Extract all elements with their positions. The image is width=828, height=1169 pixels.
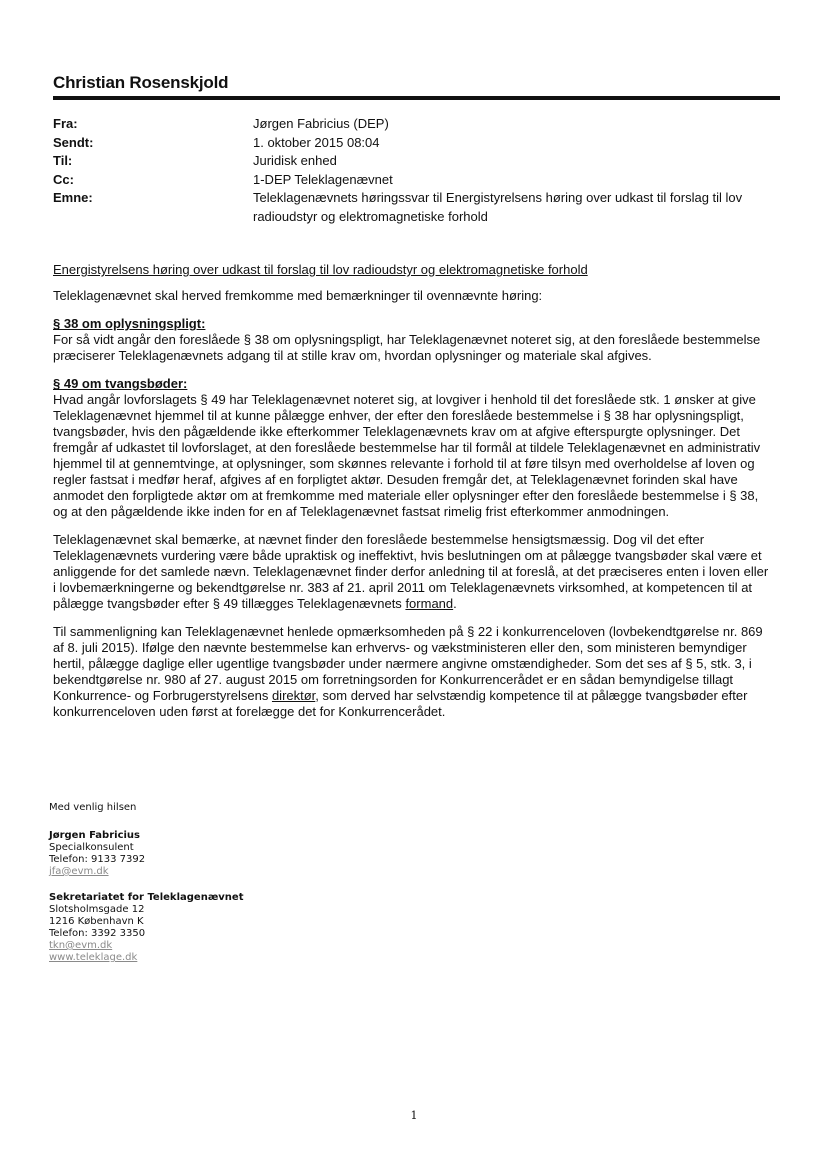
comparison-text: Til sammenligning kan Teleklagenævnet henlede opmærksomheden på § 22 i konkurrenceloven (lovbekendtgørelse nr. 869 af 8. juli 2015). Ifølge den nævnte bestemmelse kan erhvervs- og vækstministeren eller den, som ministeren bemyndiger hertil, pålægge daglige eller ugentlige tvangsbøder under nærmere angivne omstændigheder. Som det ses af § 5, stk. 3, i bekendtgørelse nr. 980 af 27. august 2015 om forretningsorden for Konkurrencerådet er en sådan bemyndigelse tillagt Konkurrence- og Forbrugerstyrelsens — [53, 624, 763, 703]
website-link[interactable]: www.teleklage.dk — [49, 952, 138, 963]
cc-value: 1-DEP Teleklagenævnet — [253, 171, 393, 187]
signer-email-link[interactable]: jfa@evm.dk — [49, 866, 109, 877]
section-38-title: § 38 om oplysningspligt: — [53, 316, 206, 331]
to-label: Til: — [53, 153, 73, 168]
org-address-city: 1216 København K — [49, 916, 144, 927]
remark-paragraph — [53, 532, 773, 612]
section-38-paragraph: For så vidt angår den foreslåede § 38 om oplysningspligt, har Teleklagenævnet noteret sig, at den foreslåede bestemmelse præciserer Teleklagenævnets adgang til at stille krav om, hvordan oplysninger og materiale skal afgives. — [53, 332, 761, 363]
remark-text: Teleklagenævnet skal bemærke, at nævnet finder den foreslåede bestemmelse hensigtsmæssig. Dog vil det efter Teleklagenævnets vurdering være både upraktisk og ineffektivt, hvis beslutningen om at pålægge tvangsbøder skal være et anliggende for det samlede nævn. Teleklagenævnet finder derfor anledning til at foreslå, at det præciseres enten i loven eller i lovbemærkningerne og bekendtgørelse nr. 383 af 21. april 2011 om Teleklagenævnets virksomhed, at kompetencen til at pålægge tvangsbøder efter § 49 tillægges Teleklagenævnets — [53, 532, 769, 611]
org-email-link[interactable]: tkn@evm.dk — [49, 940, 113, 951]
signature-block — [49, 802, 244, 964]
org-address-street: Slotsholmsgade 12 — [49, 904, 145, 915]
signer-phone: Telefon: 9133 7392 — [49, 854, 146, 865]
signature-spacer-2 — [49, 878, 244, 892]
from-label: Fra: — [53, 116, 78, 131]
signature-spacer — [49, 814, 244, 830]
page-number: 1 — [410, 1109, 418, 1122]
direktor-word: direktør — [271, 688, 316, 703]
body-subject-line: Energistyrelsens høring over udkast til forslag til lov radioudstyr og elektromagnetiske forhold — [53, 262, 588, 277]
header-row-cc — [53, 171, 773, 190]
intro-paragraph: Teleklagenævnet skal herved fremkomme med bemærkninger til ovennævnte høring: — [53, 288, 543, 303]
from-value: Jørgen Fabricius (DEP) — [253, 116, 389, 131]
subject-label: Emne: — [53, 190, 93, 205]
signer-title: Specialkonsulent — [49, 842, 134, 853]
section-49-title: § 49 om tvangsbøder: — [53, 376, 188, 391]
header-row-sent — [53, 134, 773, 153]
comparison-paragraph — [53, 624, 773, 720]
remark-end: . — [453, 596, 457, 611]
mailbox-owner-name: Christian Rosenskjold — [53, 73, 229, 92]
header-row-subject — [53, 189, 773, 226]
org-phone: Telefon: 3392 3350 — [49, 928, 146, 939]
header-row-from — [53, 115, 773, 134]
sent-label: Sendt: — [53, 134, 94, 150]
header-rule — [53, 96, 780, 100]
subject-value: Teleklagenævnets høringssvar til Energistyrelsens høring over udkast til forslag til lov radioudstyr og elektromagnetiske forhold — [253, 190, 743, 224]
formand-word: formand — [405, 596, 454, 611]
cc-label: Cc: — [53, 171, 74, 187]
to-value: Juridisk enhed — [253, 153, 337, 168]
header-row-to — [53, 152, 773, 171]
sent-value: 1. oktober 2015 08:04 — [253, 134, 380, 150]
section-49-paragraph: Hvad angår lovforslagets § 49 har Teleklagenævnet noteret sig, at lovgiver i henhold til det foreslåede stk. 1 ønsker at give Teleklagenævnet hjemmel til at kunne pålægge enhver, der efter den foreslåede bestemmelse i § 38 har oplysningspligt, tvangsbøder, hvis den pågældende ikke efterkommer Teleklagenævnets krav om at afgive efterspurgte oplysninger. Det fremgår af udkastet til lovforslaget, at den foreslåede bestemmelse har til formål at tildele Teleklagenævnet en administrativ hjemmel til at gennemtvinge, at oplysninger, som skønnes relevante i forhold til at føre tilsyn med overholdelse af loven og regler fastsat i medfør heraf, afgives af en forpligtet aktør. Desuden fremgår det, at Teleklagenævnet forinden skal have anmodet den forpligtede aktør om at fremkomme med materiale eller oplysninger efter den foreslåede bestemmelse i § 38, og at den pågældende ikke inden for en af Teleklagenævnet fastsat rimelig frist efterkommer anmodningen. — [53, 392, 761, 519]
email-header — [53, 115, 773, 226]
comparison-end: , som derved har selvstændig kompetence til at pålægge tvangsbøder efter konkurrenceloven uden først at forelægge det for Konkurrencerådet. — [53, 688, 748, 719]
greeting: Med venlig hilsen — [49, 802, 137, 813]
signer-name: Jørgen Fabricius — [49, 830, 141, 841]
email-body — [53, 262, 773, 732]
org-name: Sekretariatet for Teleklagenævnet — [49, 892, 244, 903]
